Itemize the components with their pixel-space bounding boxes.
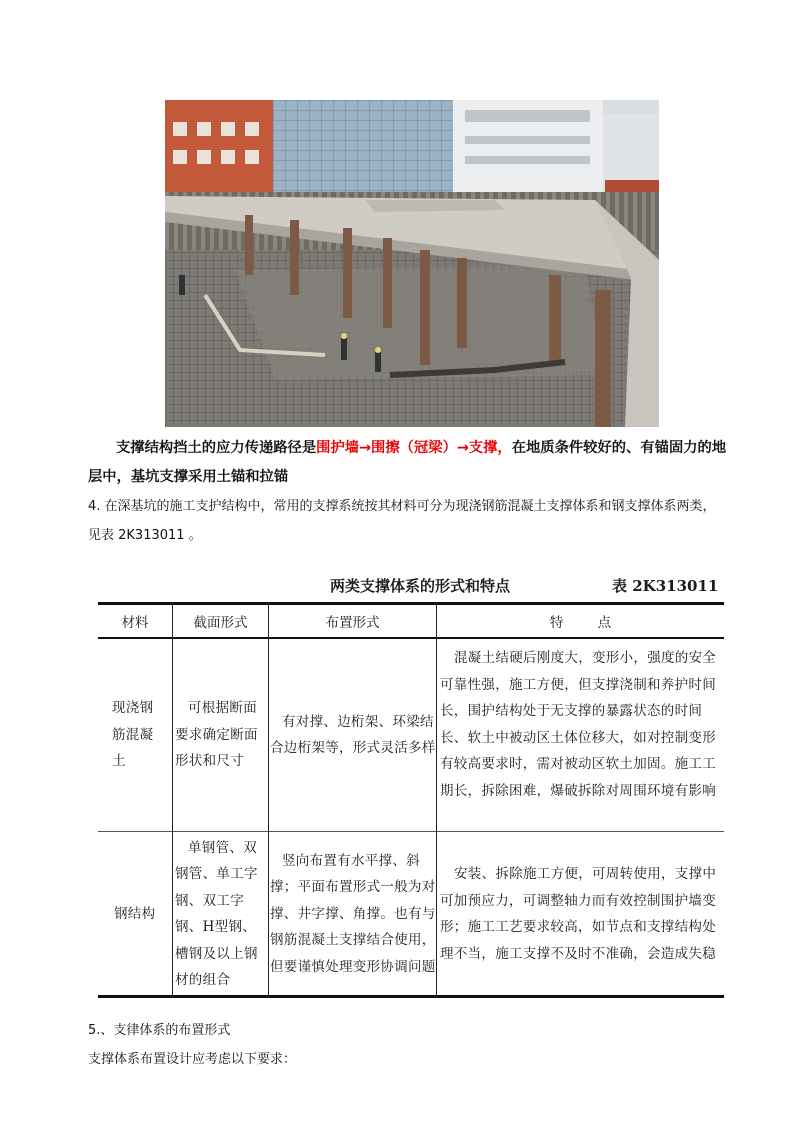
header-section: 截面形式: [193, 615, 248, 631]
row2-section: 单钢管、双钢管、单工字钢、双工字钢、H型钢、槽钢及以上钢材的组合: [175, 839, 258, 988]
table-number: 表 2K313011: [612, 577, 719, 595]
table-bottom-rule: [98, 995, 724, 998]
stress-path-highlight: 围护墙→围擦（冠梁）→支撑，: [316, 440, 512, 456]
table-row-rule: [98, 831, 724, 832]
table-col-rule-3: [436, 602, 437, 998]
row2-features: 安装、拆除施工方便，可周转使用，支撑中可加预应力，可调整轴力而有效控制围护墙变形；施工工艺要求较高，如节点和支撑结构处理不当，施工支撑不及时不准确，会造成失稳: [440, 866, 717, 962]
row1-material: 现浇钢筋混凝土: [112, 700, 154, 770]
stress-path-paragraph: [88, 434, 728, 492]
row2-material: 钢结构: [114, 905, 156, 922]
support-system-table: [98, 602, 724, 998]
stress-path-text-before: 支撑结构挡土的应力传递路径是: [116, 440, 317, 456]
row1-features: 混凝土结硬后刚度大，变形小，强度的安全可靠性强，施工方便，但支撑浇制和养护时间长，围护结构处于无支撑的暴露状态的时间长、软土中被动区土体位移大，如对控制变形有较高要求时，需对被动区软土加固。施工工期长，拆除困难，爆破拆除对周围环境有影响: [440, 650, 717, 799]
item-5-heading: 5.、支律体系的布置形式: [88, 1023, 231, 1038]
header-features: 特 点: [549, 615, 612, 631]
table-title: 两类支撑体系的形式和特点: [330, 577, 511, 595]
construction-site-photo: [165, 100, 659, 427]
item-6-paragraph: 支撑体系布置设计应考虑以下要求：: [88, 1052, 297, 1067]
item-4-paragraph: [88, 492, 728, 550]
row1-layout: 有对撑、边桁架、环梁结合边桁架等，形式灵活多样: [270, 713, 436, 756]
row2-layout: 竖向布置有水平撑、斜撑；平面布置形式一般为对撑、井字撑、角撑。也有与钢筋混凝土支撑结合使用，但要谨慎处理变形协调问题: [270, 852, 436, 975]
table-caption: [0, 573, 794, 597]
header-material: 材料: [121, 615, 149, 631]
stress-path-text-after: 在地质条件较好的、有锚固力的地层中，基坑支撑采用土锚和拉锚: [88, 440, 727, 485]
item-4-text: 4. 在深基坑的施工支护结构中，常用的支撑系统按其材料可分为现浇钢筋混凝土支撑体系和钢支撑体系两类，见表 2K313011 。: [88, 499, 716, 543]
header-layout: 布置形式: [325, 615, 380, 631]
row1-section: 可根据断面要求确定断面形状和尺寸: [175, 700, 258, 770]
table-col-rule-1: [172, 602, 173, 998]
